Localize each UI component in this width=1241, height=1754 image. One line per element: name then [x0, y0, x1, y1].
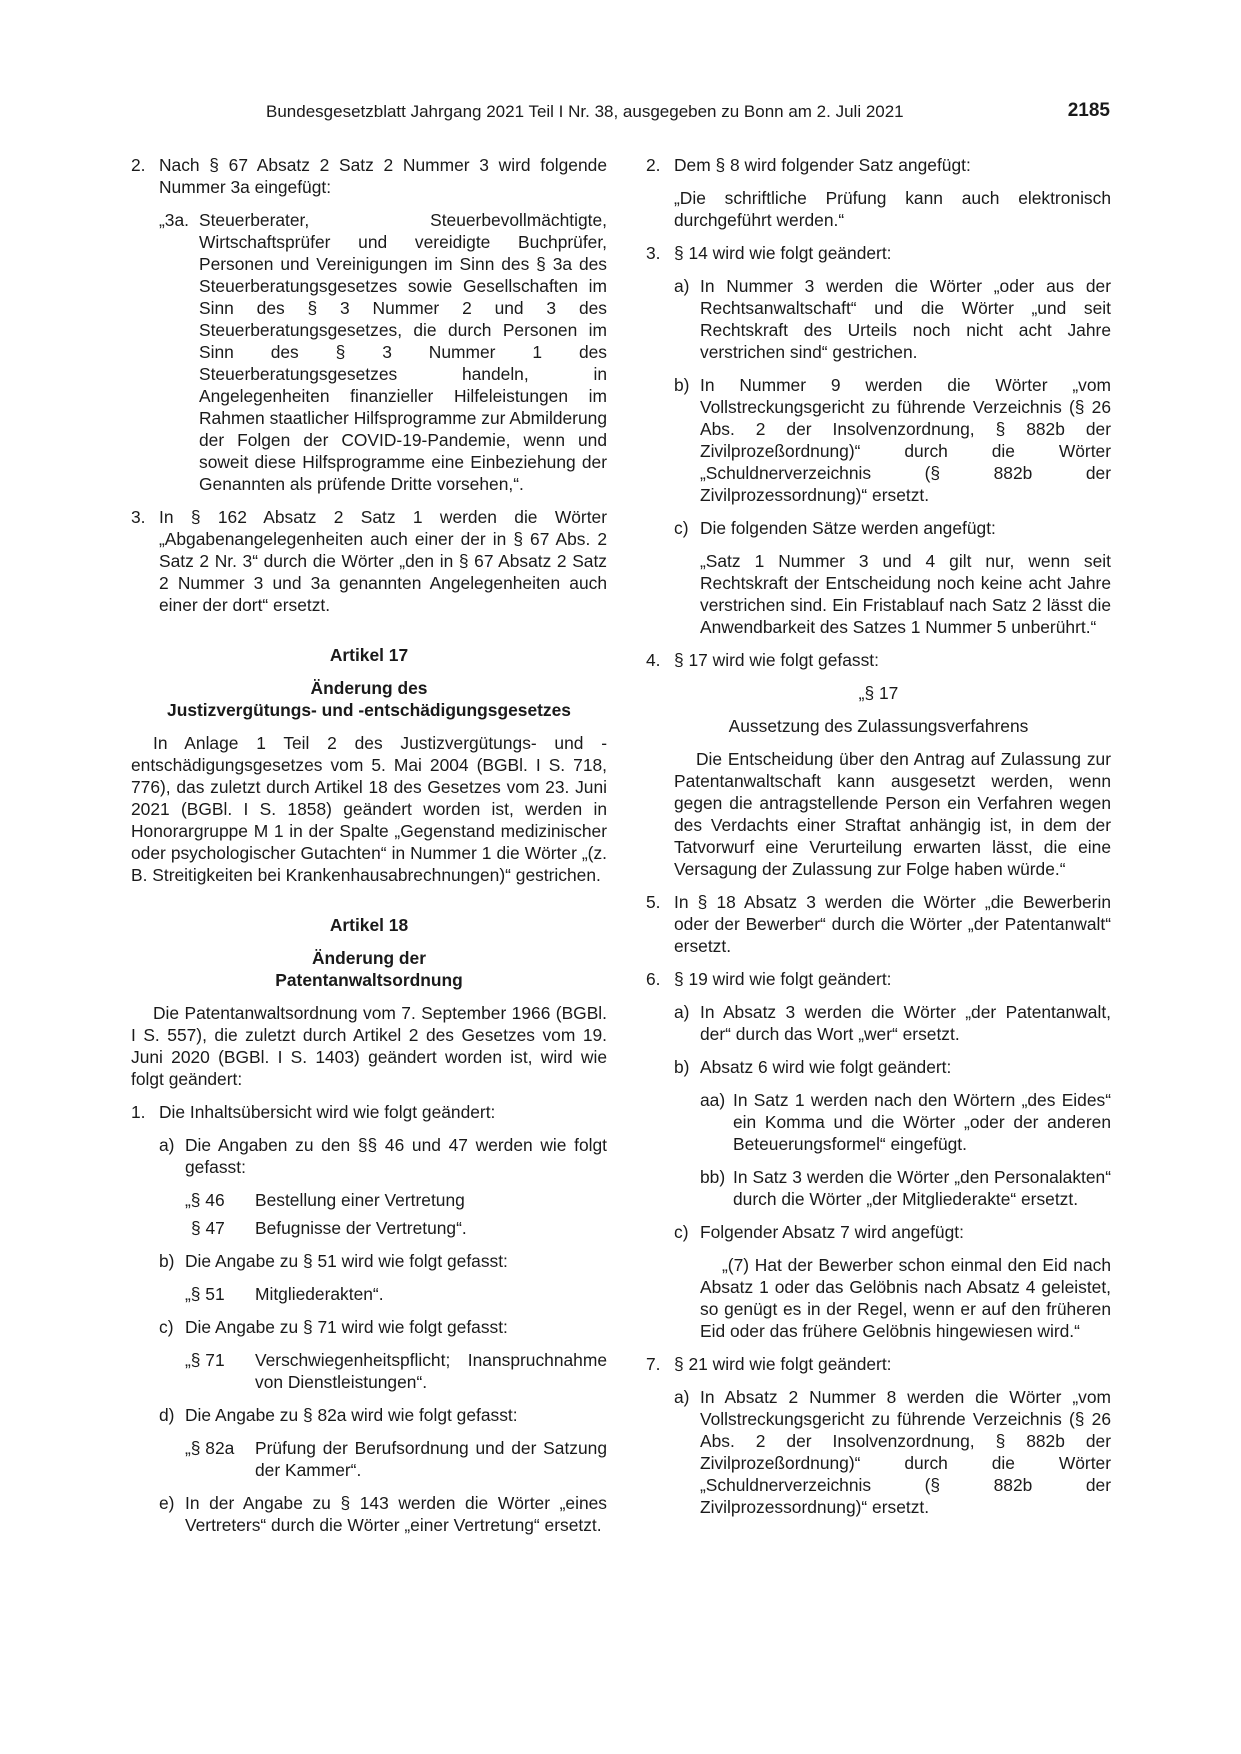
sub-item — [159, 1134, 607, 1178]
list-item — [646, 891, 1111, 957]
section-number: „§ 17 — [858, 683, 899, 703]
article-paragraph: Die Patentanwaltsordnung vom 7. September 1966 (BGBl. I S. 557), die zuletzt durch Artikel 2 des Gesetzes vom 19. Juni 2020 (BGBl. I S. 1403) geändert worden ist, wird wie folgt geändert: — [131, 1003, 607, 1089]
item-number: 1. — [131, 1102, 146, 1122]
article-title-line: Änderung der — [311, 948, 426, 968]
sub-sub-item-label: bb) — [700, 1167, 726, 1187]
sub-item-text: Folgender Absatz 7 wird angefügt: — [700, 1222, 964, 1242]
toc-title: Verschwiegenheitspflicht; Inanspruchnahme von Dienstleistungen“. — [255, 1350, 607, 1392]
sub-item-text: Die Angaben zu den §§ 46 und 47 werden wie folgt gefasst: — [185, 1135, 607, 1177]
item-text: Nach § 67 Absatz 2 Satz 2 Nummer 3 wird folgende Nummer 3a eingefügt: — [159, 155, 607, 197]
list-item — [131, 506, 607, 616]
list-item — [646, 242, 1111, 264]
toc-section: § 47 — [191, 1218, 225, 1238]
item-text: Die Inhaltsübersicht wird wie folgt geändert: — [159, 1102, 496, 1122]
sub-item — [159, 1492, 607, 1536]
sub-item-letter: d) — [159, 1405, 175, 1425]
sub-item-letter: b) — [674, 375, 690, 395]
sub-item-letter: e) — [159, 1493, 175, 1513]
sub-item-text: Die Angabe zu § 82a wird wie folgt gefasst: — [185, 1405, 518, 1425]
item-text: Dem § 8 wird folgender Satz angefügt: — [674, 155, 971, 175]
item-number: 2. — [646, 155, 661, 175]
sub-item-letter: a) — [674, 276, 690, 296]
sub-sub-item — [700, 1166, 1111, 1210]
toc-section: „§ 71 — [185, 1350, 225, 1370]
item-text: § 14 wird wie folgt geändert: — [674, 243, 892, 263]
sub-item — [159, 1316, 607, 1338]
toc-title: Prüfung der Berufsordnung und der Satzung der Kammer“. — [255, 1438, 607, 1480]
article-title — [131, 677, 607, 721]
item-number: 2. — [131, 155, 146, 175]
sub-item-text: In Nummer 3 werden die Wörter „oder aus der Rechtsanwaltschaft“ und die Wörter „und seit Rechtskraft des Urteils noch nicht acht Jahre verstrichen sind“ gestrichen. — [700, 276, 1111, 362]
article-paragraph: In Anlage 1 Teil 2 des Justizvergütungs- und -entschädigungsgesetzes vom 5. Mai 2004 (BGBl. I S. 718, 776), das zuletzt durch Artikel 18 des Gesetzes vom 23. Juni 2021 (BGBl. I S. 1858) geändert worden ist, werden in Honorargruppe M 1 in der Spalte „Gegenstand medizinischer oder psychologischer Gutachten“ in Nummer 1 die Wörter „(z. B. Streitigkeiten bei Krankenhausabrechnungen)“ gestrichen. — [131, 733, 607, 885]
page-number: 2185 — [1067, 100, 1110, 121]
item-number: 4. — [646, 650, 661, 670]
item-number: 5. — [646, 892, 661, 912]
item-text: § 21 wird wie folgt geändert: — [674, 1354, 892, 1374]
quoted-provision — [159, 209, 607, 495]
toc-entry — [185, 1437, 607, 1481]
article-title-line: Justizvergütungs- und -entschädigungsgesetzes — [167, 700, 571, 720]
left-column — [131, 154, 607, 1547]
item-text: § 19 wird wie folgt geändert: — [674, 969, 892, 989]
sub-item — [674, 275, 1111, 363]
article-heading: Artikel 17 — [329, 645, 409, 665]
page-header — [266, 100, 1110, 126]
toc-entry — [185, 1189, 607, 1211]
sub-item — [159, 1404, 607, 1426]
toc-entry — [185, 1349, 607, 1393]
sub-item-letter: c) — [674, 518, 689, 538]
quoted-text: „(7) Hat der Bewerber schon einmal den Eid nach Absatz 1 oder das Gelöbnis nach Absatz 4 geleistet, so genügt es in der Regel, wenn er auf den früheren Eid oder das frühere Gelöbnis hingewiesen wird.“ — [700, 1255, 1111, 1341]
list-item — [646, 154, 1111, 176]
sub-item-text: In Absatz 3 werden die Wörter „der Patentanwalt, der“ durch das Wort „wer“ ersetzt. — [700, 1002, 1111, 1044]
sub-item — [674, 1221, 1111, 1243]
sub-sub-item — [700, 1089, 1111, 1155]
sub-item — [674, 374, 1111, 506]
article-title-line: Änderung des — [310, 678, 428, 698]
sub-item — [674, 1056, 1111, 1078]
list-item — [131, 1101, 607, 1123]
toc-title: Befugnisse der Vertretung“. — [255, 1218, 467, 1238]
toc-section: „§ 82a — [185, 1438, 235, 1458]
sub-item-text: Die Angabe zu § 71 wird wie folgt gefasst: — [185, 1317, 508, 1337]
sub-sub-item-text: In Satz 3 werden die Wörter „den Personalakten“ durch die Wörter „der Mitgliederakte“ ersetzt. — [733, 1167, 1111, 1209]
sub-item-text: In der Angabe zu § 143 werden die Wörter „eines Vertreters“ durch die Wörter „einer Vertretung“ ersetzt. — [185, 1493, 607, 1535]
sub-item-letter: a) — [674, 1387, 690, 1407]
sub-item-text: In Absatz 2 Nummer 8 werden die Wörter „vom Vollstreckungsgericht zu führende Verzeichnis (§ 26 Abs. 2 der Insolvenzordnung, § 882b der Zivilprozeßordnung)“ durch die Wörter „Schuldnerverzeichnis (§ 882b der Zivilprozessordnung)“ ersetzt. — [700, 1387, 1111, 1517]
sub-item-letter: c) — [159, 1317, 174, 1337]
toc-entry — [185, 1217, 607, 1239]
toc-entry — [185, 1283, 607, 1305]
sub-item-text: In Nummer 9 werden die Wörter „vom Vollstreckungsgericht zu führende Verzeichnis (§ 26 Abs. 2 der Insolvenzordnung, § 882b der Zivilprozeßordnung)“ durch die Wörter „Schuldnerverzeichnis (§ 882b der Zivilprozessordnung)“ ersetzt. — [700, 375, 1111, 505]
item-number: 3. — [646, 243, 661, 263]
provision-text: Steuerberater, Steuerbevollmächtigte, Wirtschaftsprüfer und vereidigte Buchprüfer, Personen und Vereinigungen im Sinn des § 3a des Steuerberatungsgesetzes sowie Gesellschaften im Sinn des § 3 Nummer 2 und 3 des Steuerberatungsgesetzes, die durch Personen im Sinn des § 3 Nummer 1 des Steuerberatungsgesetzes handeln, in Angelegenheiten finanzieller Hilfeleistungen im Rahmen staatlicher Hilfsprogramme zur Abmilderung der Folgen der COVID-19-Pandemie, wenn und soweit diese Hilfsprogramme eine Einbeziehung der Genannten als prüfende Dritte vorsehen,“. — [199, 210, 607, 494]
item-number: 7. — [646, 1354, 661, 1374]
sub-item — [674, 1386, 1111, 1518]
quoted-text: „Die schriftliche Prüfung kann auch elektronisch durchgeführt werden.“ — [674, 188, 1111, 230]
sub-item-letter: b) — [674, 1057, 690, 1077]
sub-item-text: Die folgenden Sätze werden angefügt: — [700, 518, 996, 538]
section-title: Aussetzung des Zulassungsverfahrens — [728, 716, 1029, 736]
item-text: In § 18 Absatz 3 werden die Wörter „die Bewerberin oder der Bewerber“ durch die Wörter „der Patentanwalt“ ersetzt. — [674, 892, 1111, 956]
sub-sub-item-text: In Satz 1 werden nach den Wörtern „des Eides“ ein Komma und die Wörter „oder der anderen Beteuerungsformel“ eingefügt. — [733, 1090, 1111, 1154]
item-number: 6. — [646, 969, 661, 989]
quoted-text: „Satz 1 Nummer 3 und 4 gilt nur, wenn seit Rechtskraft der Entscheidung noch keine acht Jahre verstrichen sind. Ein Fristablauf nach Satz 2 lässt die Anwendbarkeit des Satzes 1 Nummer 5 unberührt.“ — [700, 551, 1111, 637]
sub-item — [674, 1001, 1111, 1045]
toc-title: Bestellung einer Vertretung — [255, 1190, 465, 1210]
header-title: Bundesgesetzblatt Jahrgang 2021 Teil I Nr. 38, ausgegeben zu Bonn am 2. Juli 2021 — [266, 102, 904, 121]
article-heading: Artikel 18 — [329, 915, 409, 935]
toc-section: „§ 46 — [185, 1190, 225, 1210]
toc-section: „§ 51 — [185, 1284, 225, 1304]
item-text: § 17 wird wie folgt gefasst: — [674, 650, 879, 670]
sub-item-text: Die Angabe zu § 51 wird wie folgt gefasst: — [185, 1251, 508, 1271]
article-title-line: Patentanwaltsordnung — [275, 970, 463, 990]
item-number: 3. — [131, 507, 146, 527]
sub-item — [674, 517, 1111, 539]
sub-item — [159, 1250, 607, 1272]
sub-sub-item-label: aa) — [700, 1090, 726, 1110]
article-title — [131, 947, 607, 991]
provision-number: „3a. — [159, 210, 189, 230]
list-item — [131, 154, 607, 198]
right-column — [646, 154, 1111, 1529]
section-paragraph: Die Entscheidung über den Antrag auf Zulassung zur Patentanwaltschaft kann ausgesetzt werden, wenn gegen die antragstellende Person ein Verfahren wegen des Verdachts einer Straftat anhängig ist, in dem der Tatvorwurf eine Verurteilung erwarten lässt, die eine Versagung der Zulassung zur Folge haben würde.“ — [674, 749, 1111, 879]
list-item — [646, 968, 1111, 990]
sub-item-text: Absatz 6 wird wie folgt geändert: — [700, 1057, 952, 1077]
toc-title: Mitgliederakten“. — [255, 1284, 384, 1304]
list-item — [646, 649, 1111, 671]
sub-item-letter: c) — [674, 1222, 689, 1242]
sub-item-letter: a) — [159, 1135, 175, 1155]
sub-item-letter: a) — [674, 1002, 690, 1022]
item-text: In § 162 Absatz 2 Satz 1 werden die Wörter „Abgabenangelegenheiten auch einer der in § 67 Abs. 2 Satz 2 Nr. 3“ durch die Wörter „den in § 67 Absatz 2 Satz 2 Nummer 3 und 3a genannten Angelegenheiten auch einer der dort“ ersetzt. — [159, 507, 607, 615]
sub-item-letter: b) — [159, 1251, 175, 1271]
list-item — [646, 1353, 1111, 1375]
